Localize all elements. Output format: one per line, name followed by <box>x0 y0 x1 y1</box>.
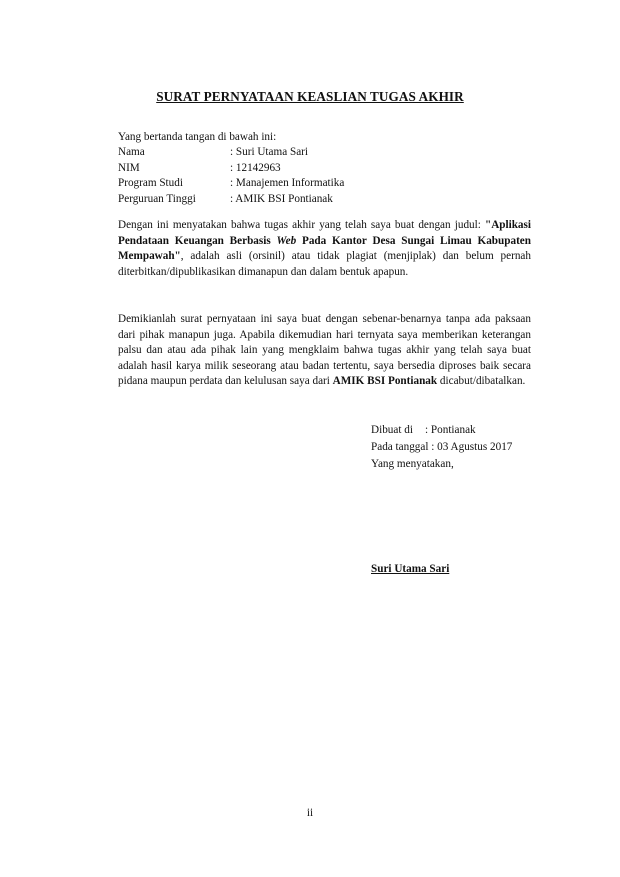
declaration-lead: Demikianlah surat pernyataan ini saya buat dengan sebenar-benarnya tanpa ada paksaan dari pihak manapun juga. Apabila dikemudian hari ternyata saya memberikan keterangan palsu dan atau ada pihak lain yang mengklaim bahwa tugas akhir yang telah saya buat adalah hasil karya milik seseorang atau badan tertentu, saya bersedia diproses baik secara pidana maupun perdata dan kelulusan saya dari <box>118 313 531 388</box>
identity-value: : 12142963 <box>230 161 281 174</box>
statement-lead: Dengan ini menyatakan bahwa tugas akhir yang telah saya buat dengan judul: <box>118 219 485 231</box>
identity-row-perguruan-tinggi <box>118 193 344 209</box>
identity-row-nama <box>118 146 344 162</box>
place-label: Dibuat di <box>371 424 413 436</box>
identity-label: Nama <box>118 146 145 158</box>
intro-text: Yang bertanda tangan di bawah ini: <box>118 131 277 143</box>
place-value: : Pontianak <box>425 424 476 436</box>
institution-name: AMIK BSI Pontianak <box>332 375 438 388</box>
statement-rest: , adalah asli (orsinil) atau tidak plagiat (menjiplak) dan belum pernah diterbitkan/dipublikasikan dimanapun dan dalam bentuk apapun. <box>118 250 531 278</box>
document-title: SURAT PERNYATAAN KEASLIAN TUGAS AKHIR <box>156 89 464 104</box>
thesis-title-part-2: Pada Kantor Desa Sungai Limau Kabupaten Mempawah" <box>118 234 531 263</box>
declaration-paragraph <box>118 312 531 390</box>
identity-label: Program Studi <box>118 177 183 189</box>
identity-table <box>118 146 344 208</box>
date-text: Pada tanggal : 03 Agustus 2017 <box>371 440 513 453</box>
statement-label: Yang menyatakan, <box>371 458 454 470</box>
identity-row-program-studi <box>118 177 344 193</box>
signer-name: Suri Utama Sari <box>371 563 450 575</box>
thesis-title-web: Web <box>276 234 297 247</box>
page-number: ii <box>306 807 314 819</box>
identity-value: : Manajemen Informatika <box>230 177 345 189</box>
identity-row-nim <box>118 162 344 178</box>
statement-paragraph <box>118 218 531 280</box>
identity-label: NIM <box>118 161 140 174</box>
signature-place-row <box>371 424 512 441</box>
signature-date-row <box>371 441 512 458</box>
identity-label: Perguruan Tinggi <box>118 192 196 205</box>
signature-place-date <box>371 424 512 457</box>
thesis-title-part-1: "Aplikasi Pendataan Keuangan Berbasis <box>118 219 531 247</box>
declaration-tail: dicabut/dibatalkan. <box>437 375 526 388</box>
identity-value: : AMIK BSI Pontianak <box>230 192 333 205</box>
identity-value: : Suri Utama Sari <box>230 146 308 158</box>
